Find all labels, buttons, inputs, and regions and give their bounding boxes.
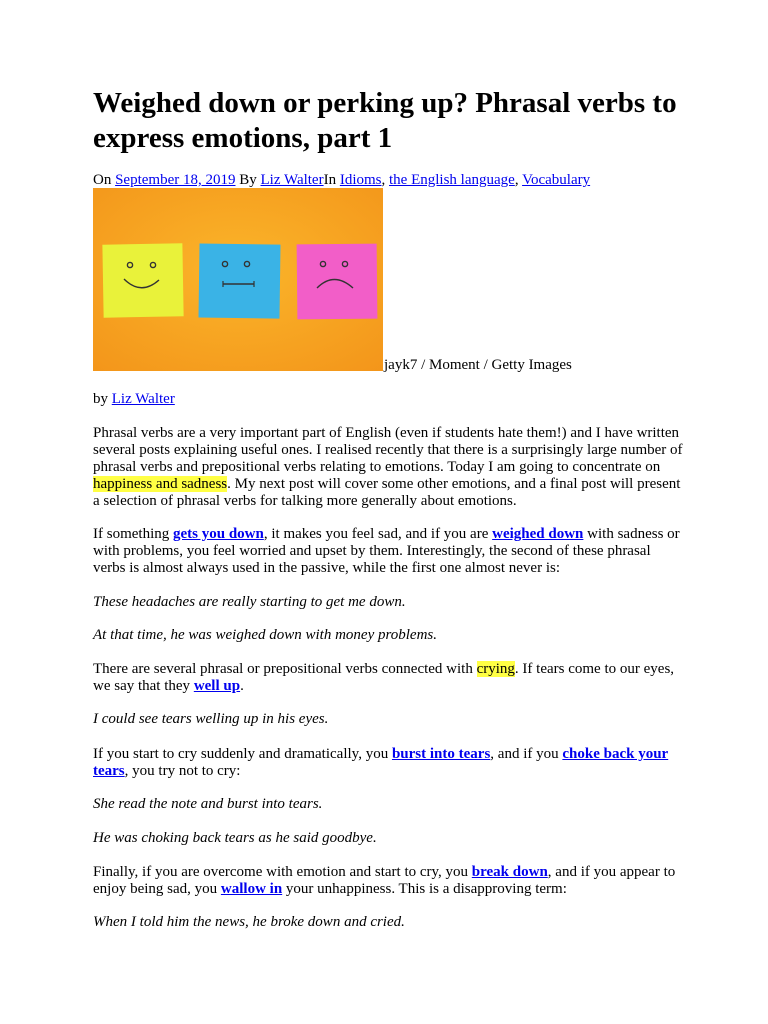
example-sentence <box>93 711 683 728</box>
text-run: , you try not to cry: <box>124 763 241 779</box>
text-run: , it makes you feel sad, and if you are <box>263 526 493 542</box>
text-run: Finally, if you are overcome with emotion and start to cry, you <box>93 864 472 880</box>
paragraph-crying <box>93 661 683 695</box>
text-run: , and if you <box>490 746 563 762</box>
text-run: There are several phrasal or prepositional verbs connected with <box>93 661 477 677</box>
link-choke-back-your-tears[interactable]: choke back your tears <box>93 746 669 779</box>
article-figure <box>93 188 693 373</box>
article-meta <box>93 172 590 189</box>
sticky-notes-image <box>93 188 383 371</box>
text-run: If something <box>93 526 173 542</box>
example-sentence <box>93 796 683 813</box>
paragraph-get-down <box>93 526 683 577</box>
example-text: When I told him the news, he broke down and cried. <box>93 914 405 930</box>
example-sentence <box>93 594 683 611</box>
text-run: your unhappiness. This is a disapproving term: <box>282 881 567 897</box>
example-sentence <box>93 830 683 847</box>
example-text: She read the note and burst into tears. <box>93 796 323 812</box>
example-sentence <box>93 627 683 644</box>
paragraph-break-down <box>93 864 683 898</box>
text-run: . My next post will cover some other emotions, and a final post will present a selection of phrasal verbs for talking more generally about emotions. <box>93 476 681 509</box>
meta-by: By <box>235 172 261 188</box>
meta-sep: , <box>381 172 390 188</box>
category-link-english-language[interactable]: the English language <box>389 172 515 188</box>
meta-on: On <box>93 172 116 188</box>
category-link-vocabulary[interactable]: Vocabulary <box>522 172 591 188</box>
text-run: , and if you appear to enjoy being sad, you <box>93 864 676 897</box>
highlight-happiness-and-sadness: happiness and sadness <box>93 476 228 492</box>
text-run: If you start to cry suddenly and dramatically, you <box>93 746 392 762</box>
highlight-crying: crying <box>476 661 515 677</box>
article-title: Weighed down or perking up? Phrasal verbs to express emotions, part 1 <box>93 87 677 154</box>
link-burst-into-tears[interactable]: burst into tears <box>391 746 491 762</box>
meta-sep: , <box>514 172 523 188</box>
yellow-note <box>102 243 183 317</box>
link-wallow-in[interactable]: wallow in <box>220 881 283 897</box>
meta-in: In <box>323 172 340 188</box>
text-run: . If tears come to our eyes, we say that they <box>93 661 675 694</box>
pink-note <box>297 244 378 320</box>
byline <box>93 391 683 408</box>
byline-author-link[interactable]: Liz Walter <box>111 391 175 407</box>
sticky-notes-photo <box>93 188 383 371</box>
link-well-up[interactable]: well up <box>193 678 241 694</box>
blue-note <box>198 243 280 318</box>
example-sentence <box>93 914 683 931</box>
category-link-idioms[interactable]: Idioms <box>339 172 382 188</box>
text-run: Phrasal verbs are a very important part of English (even if students hate them!) and I have written several posts explaining useful ones. I realised recently that there is a surprisingly large number of phrasal verbs and prepositional verbs relating to emotions. Today I am going to concentrate on <box>93 425 683 475</box>
link-weighed-down[interactable]: weighed down <box>492 526 584 542</box>
paragraph-burst-into-tears <box>93 746 683 780</box>
example-text: I could see tears welling up in his eyes. <box>93 711 329 727</box>
example-text: At that time, he was weighed down with money problems. <box>93 627 437 643</box>
byline-prefix: by <box>93 391 112 407</box>
date-link[interactable]: September 18, 2019 <box>115 172 236 188</box>
image-credit: jayk7 / Moment / Getty Images <box>384 357 572 373</box>
author-link[interactable]: Liz Walter <box>260 172 324 188</box>
text-run: . <box>240 678 244 694</box>
link-gets-you-down[interactable]: gets you down <box>173 526 264 542</box>
example-text: He was choking back tears as he said goodbye. <box>93 830 377 846</box>
link-break-down[interactable]: break down <box>471 864 548 880</box>
text-run: with sadness or with problems, you feel worried and upset by them. Interestingly, the second of these phrasal verbs is almost always used in the passive, while the first one almost never is: <box>93 526 680 576</box>
paragraph-intro <box>93 425 683 510</box>
example-text: These headaches are really starting to get me down. <box>93 594 406 610</box>
